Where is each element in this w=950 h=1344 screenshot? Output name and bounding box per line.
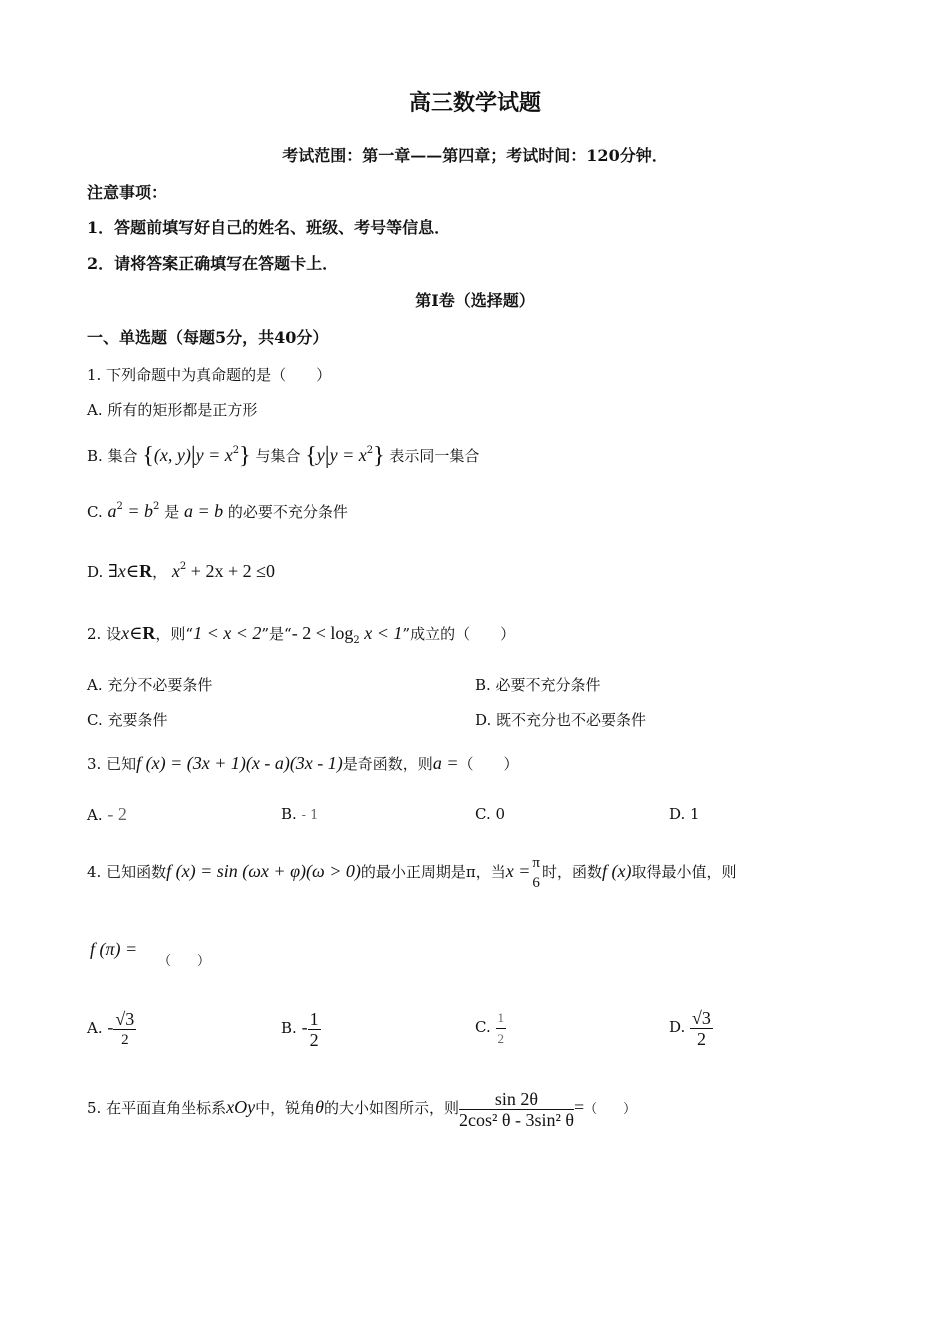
q2-option-d: D. 既不充分也不必要条件 [475,711,647,729]
q5-stem: 5. 在平面直角坐标系xOy中，锐角θ的大小如图所示，则 $\frac{\sin 2\theta}{\text{2cos² θ - 3sin² θ}}$ =（ ） [87,1088,637,1130]
section-title: 一、单选题（每题5分，共40分） [87,328,329,347]
q3-option-c: C. 0 [475,805,506,823]
notice-heading: 注意事项： [87,183,168,202]
q4-option-b: B. - $\frac{1}{2}$ [281,1008,319,1050]
q4-pi-over-six: π 6 [532,855,540,891]
exam-title: 高三数学试题 [408,90,541,116]
q3-option-b: B. - 1 [281,805,319,823]
q2-option-c: C. 充要条件 [87,711,168,729]
q3-option-d: D. 1 [669,805,700,823]
q1-stem: 1. 下列命题中为真命题的是（ ） [87,366,332,384]
q4-paren: （ ） [158,954,211,969]
q3-stem: 3. 已知f (x) = (3x + 1)(x - a)(3x - 1)是奇函数，则a =（ ） [87,753,519,773]
notice-item-2: 2．请将答案正确填写在答题卡上． [87,254,339,273]
q4-f-pi: f (π) = [90,939,138,959]
q4-option-c: C. $\frac{1}{2}$ [475,1009,504,1046]
q2-stem: 2. 设x∈R，则“1 < x < 2”是“- $2 < \log_2 x < 1$”成立的（ ） [87,623,516,646]
q4-stem: 4. 已知函数f (x) = sin (ωx + φ)(ω > 0)的最小正周期是π，当x = π 6 时，函数f (x)取得最小值，则 [87,855,737,891]
q2-option-b: B. 必要不充分条件 [475,676,601,694]
q2-option-a: A. 充分不必要条件 [87,676,213,694]
q1-option-d: D. ∃x∈R， $x^2 + 2x + 2 \le 0$ [87,561,275,581]
q4-option-a: A. - $\frac{√3}{2}$ [87,1008,135,1048]
q3-option-a: A. - 2 [87,804,127,824]
notice-item-1: 1．答题前填写好自己的姓名、班级、考号等信息． [87,218,451,237]
q4-option-d: D. $\frac{√3}{2}$ [669,1007,711,1049]
q1-option-c: C. $a^2 = b^2$ 是 a = b 的必要不充分条件 [87,501,348,521]
part-title: 第Ⅰ卷（选择题） [415,291,535,310]
exam-subtitle: 考试范围：第一章——第四章；考试时间：120分钟． [282,146,668,165]
q1-option-b: B. 集合 {(x, $y)|y = x^2$} 与集合 $\{y|y = x^2\}$ 表示同一集合 [87,443,480,469]
q1-option-a: A. 所有的矩形都是正方形 [87,401,258,419]
q5-fraction: $\frac{\sin 2\theta}{\text{2cos² θ - 3sin² θ}}$ [458,1088,574,1130]
